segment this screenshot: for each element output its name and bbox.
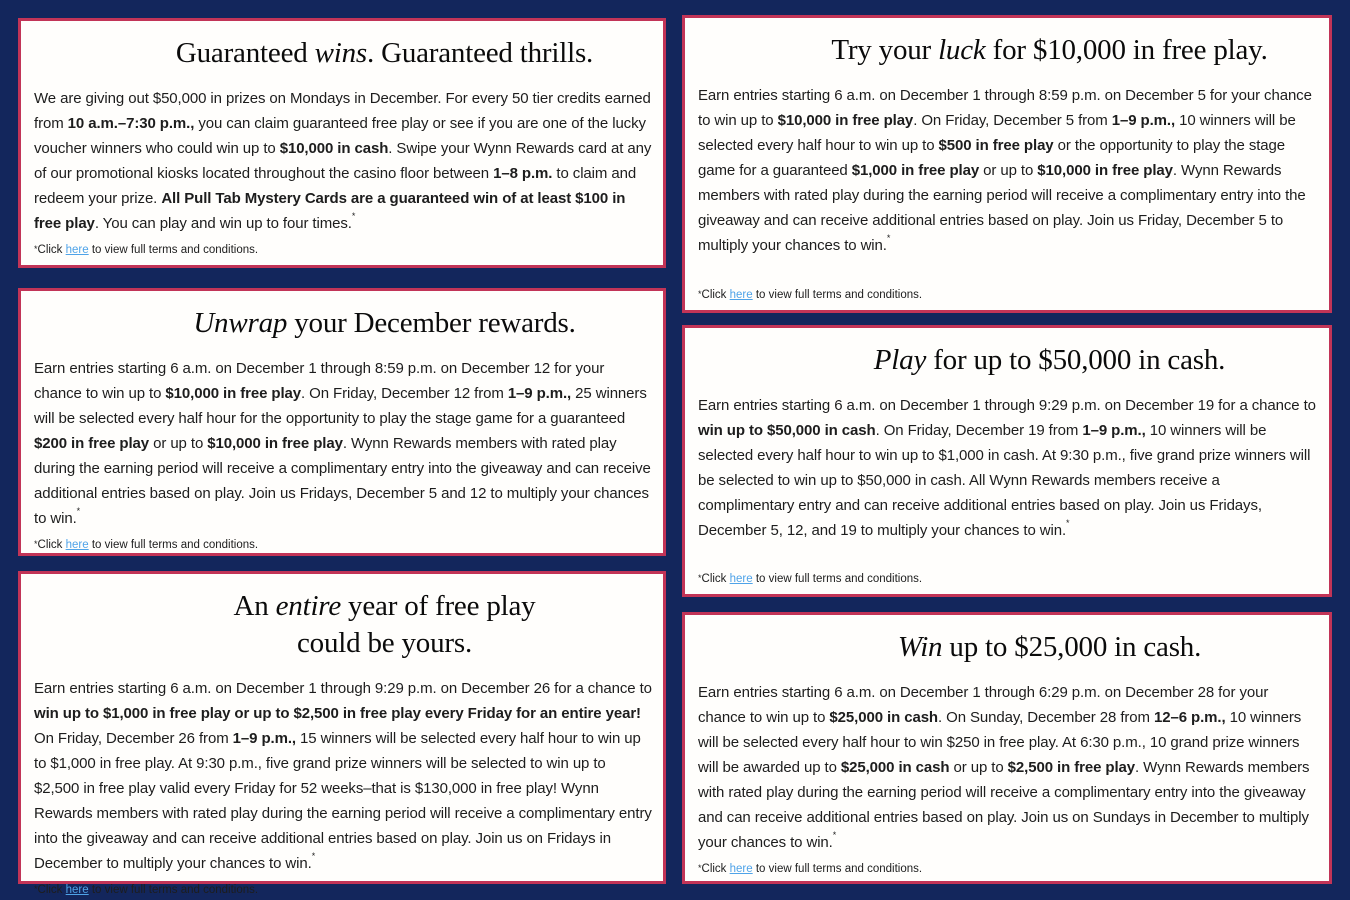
text-segment: Click — [37, 539, 66, 551]
asterisk-superscript: * — [311, 851, 316, 861]
italic-word: luck — [938, 34, 986, 66]
text-segment: or up to — [949, 759, 1008, 776]
text-segment: to view full terms and conditions. — [88, 244, 259, 256]
promo-card-entire-year-free-play — [18, 571, 666, 896]
card-title — [698, 342, 1319, 379]
asterisk-superscript: * — [1066, 518, 1070, 528]
text-segment: or the opportunity to play the stage game for a guaranteed — [698, 137, 1286, 179]
bold-text-segment: 1–9 p.m., — [507, 385, 572, 402]
text-segment: . Wynn Rewards members with rated play during the earning period will receive a complimentary entry into the giveaway and can receive additional entries based on play. Join us Fridays, December 5 and 12 to multiply your chances to win. — [34, 435, 651, 527]
asterisk-superscript: * — [698, 289, 702, 299]
text-segment: Earn entries starting 6 a.m. on December 1 through 8:59 p.m. on December 5 for your chance to win up to — [698, 87, 1312, 129]
card-body — [698, 393, 1319, 543]
text-segment: for $10,000 in free play. — [985, 34, 1268, 66]
text-segment: . Swipe your Wynn Rewards card at any of our promotional kiosks located throughout the casino floor between — [34, 140, 652, 182]
asterisk-superscript: * — [76, 506, 81, 516]
bold-text-segment: $25,000 in cash — [840, 759, 950, 776]
text-segment: . On Friday, December 19 from — [875, 422, 1083, 439]
text-segment: . On Friday, December 5 from — [913, 112, 1112, 129]
bold-text-segment: $200 in free play — [34, 435, 150, 452]
card-title — [698, 32, 1319, 69]
bold-text-segment: $10,000 in free play — [165, 385, 302, 402]
card-body — [698, 680, 1319, 855]
text-segment: to claim and redeem your prize. — [34, 165, 637, 207]
terms-footnote — [34, 876, 653, 896]
card-title — [34, 35, 653, 72]
bold-text-segment: 1–9 p.m., — [1082, 422, 1146, 439]
text-segment: year of free play — [341, 590, 536, 622]
bold-text-segment: 1–9 p.m., — [232, 730, 296, 747]
terms-here-link[interactable]: here — [65, 539, 89, 551]
text-segment: to view full terms and conditions. — [88, 539, 259, 551]
text-segment: Earn entries starting 6 a.m. on December 1 through 6:29 p.m. on December 28 for your chance to win up to — [698, 684, 1269, 726]
text-segment: up to $25,000 in cash. — [942, 631, 1202, 663]
bold-text-segment: 12–6 p.m., — [1154, 709, 1226, 726]
text-segment: We are giving out $50,000 in prizes on Mondays in December. For every 50 tier credits earned from — [34, 90, 651, 132]
text-segment: . Wynn Rewards members with rated play during the earning period will receive a complimentary entry into the giveaway and can receive additional entries based on play. Join us Friday, December 5 to multiply your chances to win. — [698, 162, 1306, 254]
card-title — [34, 588, 653, 662]
asterisk-superscript: * — [34, 539, 38, 549]
promo-card-play-for-50000-cash — [682, 325, 1332, 597]
bold-text-segment: $10,000 in free play — [1037, 162, 1173, 179]
card-body — [34, 356, 653, 531]
text-segment: could be yours. — [297, 627, 472, 659]
terms-here-link[interactable]: here — [65, 884, 89, 896]
bold-text-segment: $2,500 in free play — [1007, 759, 1136, 776]
text-segment: 25 winners will be selected every half hour for the opportunity to play the stage game for a guaranteed — [34, 385, 647, 427]
promo-card-try-your-luck — [682, 15, 1332, 313]
text-segment: to view full terms and conditions. — [752, 573, 923, 585]
bold-text-segment: $1,000 in free play — [851, 162, 980, 179]
text-segment: to view full terms and conditions. — [88, 884, 259, 896]
terms-footnote — [698, 565, 1319, 585]
italic-word: Win — [897, 631, 943, 663]
terms-here-link[interactable]: here — [729, 573, 753, 585]
card-title — [34, 305, 653, 342]
bold-text-segment: 1–9 p.m., — [1111, 112, 1176, 129]
text-segment: On Friday, December 26 from — [34, 730, 233, 747]
text-segment: Earn entries starting 6 a.m. on December 1 through 8:59 p.m. on December 12 for your chance to win up to — [34, 360, 605, 402]
promo-card-unwrap-december-rewards — [18, 288, 666, 556]
bold-text-segment: win up to $50,000 in cash — [698, 422, 876, 439]
promo-card-win-25000-cash — [682, 612, 1332, 884]
bold-text-segment: $25,000 in cash — [829, 709, 938, 726]
text-segment: . You can play and win up to four times. — [94, 215, 352, 232]
text-segment: 10 winners will be selected every half hour to win $250 in free play. At 6:30 p.m., 10 grand prize winners will be awarded up to — [698, 709, 1302, 776]
text-segment: you can claim guaranteed free play or see if you are one of the lucky voucher winners who could win up to — [34, 115, 646, 157]
text-segment: to view full terms and conditions. — [752, 289, 923, 301]
text-segment: . Wynn Rewards members with rated play during the earning period will receive a complimentary entry into the giveaway and can receive additional entries based on play. Join us on Sundays in December to multiply your chances to win. — [698, 759, 1310, 851]
terms-here-link[interactable]: here — [65, 244, 89, 256]
italic-word: Play — [873, 344, 927, 376]
terms-footnote — [34, 531, 653, 551]
promo-card-guaranteed-wins — [18, 18, 666, 268]
text-segment: to view full terms and conditions. — [752, 863, 923, 875]
card-title — [698, 629, 1319, 666]
terms-here-link[interactable]: here — [729, 863, 753, 875]
left-column — [18, 18, 666, 896]
italic-word: Unwrap — [193, 307, 288, 339]
text-segment: Click — [701, 289, 730, 301]
text-segment: Click — [701, 573, 730, 585]
text-segment: . On Friday, December 12 from — [301, 385, 508, 402]
terms-footnote — [698, 281, 1319, 301]
text-segment: An — [233, 590, 276, 622]
asterisk-superscript: * — [886, 233, 891, 243]
asterisk-superscript: * — [698, 573, 702, 583]
bold-text-segment: 1–8 p.m. — [493, 165, 553, 182]
card-body — [698, 83, 1319, 258]
card-body — [34, 676, 653, 876]
terms-here-link[interactable]: here — [729, 289, 753, 301]
text-segment: for up to $50,000 in cash. — [926, 344, 1226, 376]
text-segment: 10 winners will be selected every half hour to win up to $1,000 in cash. At 9:30 p.m., five grand prize winners will be selected to win up to $50,000 in cash. All Wynn Rewards members receive a complimentary entry and can receive additional entries based on play. Join us Fridays, December 5, 12, and 19 to multiply your chances to win. — [698, 422, 1311, 539]
text-segment: . On Sunday, December 28 from — [938, 709, 1154, 726]
text-segment: 15 winners will be selected every half hour to win up to $1,000 in free play. At 9:30 p.m., five grand prize winners will be selected to win up to $2,500 in free play valid every Friday for 52 weeks–that is $130,000 in free play! Wynn Rewards members with rated play during the earning period will receive a complimentary entry into the giveaway and can receive additional entries based on play. Join us on Fridays in December to multiply your chances to win. — [34, 730, 652, 872]
terms-footnote — [34, 236, 653, 256]
right-column — [682, 15, 1332, 884]
text-segment: 10 winners will be selected every half hour to win up to — [698, 112, 1296, 154]
card-body — [34, 86, 653, 236]
bold-text-segment: $10,000 in free play — [777, 112, 914, 129]
bold-text-segment: $10,000 in free play — [207, 435, 343, 452]
asterisk-superscript: * — [34, 884, 38, 894]
text-segment: or up to — [979, 162, 1038, 179]
italic-word: entire — [275, 590, 341, 622]
italic-word: wins — [314, 37, 367, 69]
bold-text-segment: win up to $1,000 in free play or up to $2,500 in free play every Friday for an entire year! — [34, 705, 641, 722]
terms-footnote — [698, 855, 1319, 875]
bold-text-segment: $500 in free play — [938, 137, 1054, 154]
text-segment: Guaranteed — [175, 37, 315, 69]
text-segment: . Guaranteed thrills. — [366, 37, 594, 69]
text-segment: Earn entries starting 6 a.m. on December 1 through 9:29 p.m. on December 26 for a chance to — [34, 680, 652, 697]
text-segment: Click — [701, 863, 730, 875]
text-segment: Click — [37, 884, 66, 896]
text-segment: Click — [37, 244, 66, 256]
text-segment: Try your — [831, 34, 939, 66]
bold-text-segment: $10,000 in cash — [279, 140, 389, 157]
bold-text-segment: 10 a.m.–7:30 p.m., — [67, 115, 195, 132]
text-segment: Earn entries starting 6 a.m. on December 1 through 9:29 p.m. on December 19 for a chance to — [698, 397, 1316, 414]
asterisk-superscript: * — [832, 830, 837, 840]
asterisk-superscript: * — [698, 863, 702, 873]
asterisk-superscript: * — [351, 211, 356, 221]
text-segment: or up to — [149, 435, 208, 452]
bold-text-segment: All Pull Tab Mystery Cards are a guaranteed win of at least $100 in free play — [34, 190, 626, 232]
text-segment: your December rewards. — [287, 307, 576, 339]
asterisk-superscript: * — [34, 244, 38, 254]
